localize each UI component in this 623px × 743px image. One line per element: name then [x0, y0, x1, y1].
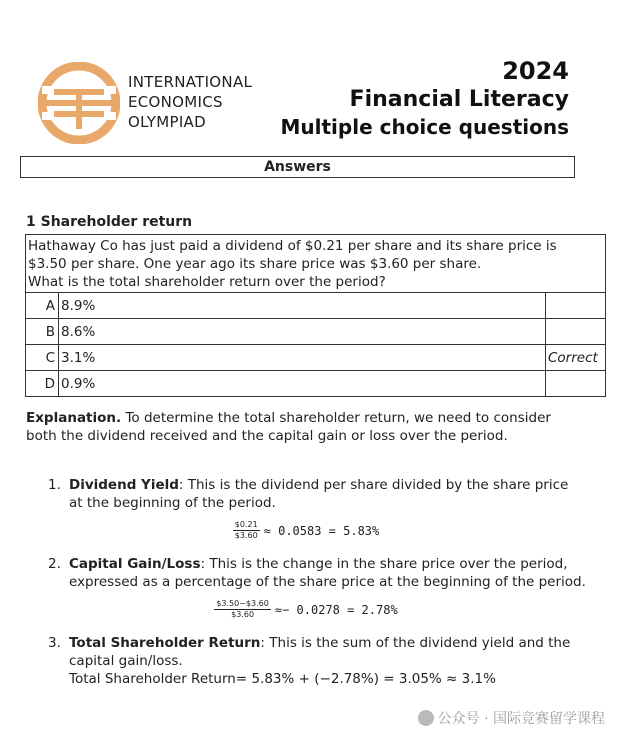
- step-number: 3.: [48, 635, 61, 651]
- subject-title: Financial Literacy: [349, 87, 569, 112]
- org-line: ECONOMICS: [128, 93, 223, 111]
- fraction-numerator: $0.21: [234, 520, 258, 529]
- formula-result: ≈ 0.0583 = 5.83%: [263, 523, 380, 538]
- option-text: 3.1%: [59, 345, 546, 371]
- explanation-label: Explanation.: [26, 410, 122, 426]
- formula-fraction: [233, 520, 260, 541]
- formula-dividend-yield: [26, 520, 586, 541]
- option-status: [546, 319, 606, 345]
- fraction-numerator: $3.50−$3.60: [216, 599, 269, 608]
- option-letter: A: [26, 293, 59, 319]
- explanation-text: To determine the total shareholder return, we need to consider both the dividend received and the capital gain or loss over the period.: [26, 410, 551, 444]
- fraction-denominator: $3.60: [231, 610, 255, 619]
- watermark: [418, 708, 605, 728]
- option-text: 8.6%: [59, 319, 546, 345]
- option-row-b: [26, 319, 606, 345]
- option-row-a: [26, 293, 606, 319]
- explanation-paragraph: [26, 409, 566, 445]
- watermark-text: 公众号 · 国际竞赛留学课程: [437, 711, 605, 727]
- question-stem-row: [26, 235, 606, 293]
- step-text: : This is the change in the share price over the period, expressed as a percentage of the share price at the beginning of the period.: [69, 556, 586, 590]
- question-stem: [26, 235, 606, 293]
- question-title: 1 Shareholder return: [26, 214, 193, 230]
- question-table: [25, 234, 606, 397]
- step-title: Capital Gain/Loss: [69, 556, 201, 572]
- org-line: INTERNATIONAL: [128, 73, 253, 91]
- option-row-d: [26, 371, 606, 397]
- explanation-steps: [26, 476, 586, 688]
- step-total-line: Total Shareholder Return= 5.83% + (−2.78%) = 3.05% ≈ 3.1%: [69, 671, 496, 687]
- step-number: 2.: [48, 556, 61, 572]
- step-title: Total Shareholder Return: [69, 635, 261, 651]
- formula-capital-gain: [26, 599, 586, 620]
- option-status: [546, 371, 606, 397]
- option-letter: B: [26, 319, 59, 345]
- step-total-return: [26, 634, 586, 688]
- step-dividend-yield: [26, 476, 586, 512]
- stem-line: $3.50 per share. One year ago its share price was $3.60 per share.: [28, 256, 482, 272]
- option-status: [546, 293, 606, 319]
- document-titles: [280, 56, 569, 140]
- option-letter: C: [26, 345, 59, 371]
- step-text: : This is the sum of the dividend yield and the capital gain/loss.: [69, 635, 571, 669]
- org-name: [128, 72, 252, 132]
- step-title: Dividend Yield: [69, 477, 179, 493]
- stem-line: Hathaway Co has just paid a dividend of $0.21 per share and its share price is: [28, 238, 557, 254]
- formula-fraction: [214, 599, 271, 620]
- org-line: OLYMPIAD: [128, 113, 206, 131]
- option-row-c: [26, 345, 606, 371]
- option-status: Correct: [546, 345, 606, 371]
- option-text: 8.9%: [59, 293, 546, 319]
- ieo-logo-icon: [38, 62, 120, 144]
- option-text: 0.9%: [59, 371, 546, 397]
- step-text: : This is the dividend per share divided by the share price at the beginning of the period.: [69, 477, 569, 511]
- wechat-icon: [418, 710, 434, 726]
- answers-banner: Answers: [20, 156, 575, 178]
- step-number: 1.: [48, 477, 61, 493]
- fraction-denominator: $3.60: [234, 531, 258, 540]
- formula-result: ≈− 0.0278 = 2.78%: [274, 602, 398, 617]
- option-letter: D: [26, 371, 59, 397]
- stem-line: What is the total shareholder return over the period?: [28, 274, 386, 290]
- year-title: 2024: [502, 57, 569, 85]
- kind-title: Multiple choice questions: [280, 115, 569, 139]
- step-capital-gain: [26, 555, 586, 591]
